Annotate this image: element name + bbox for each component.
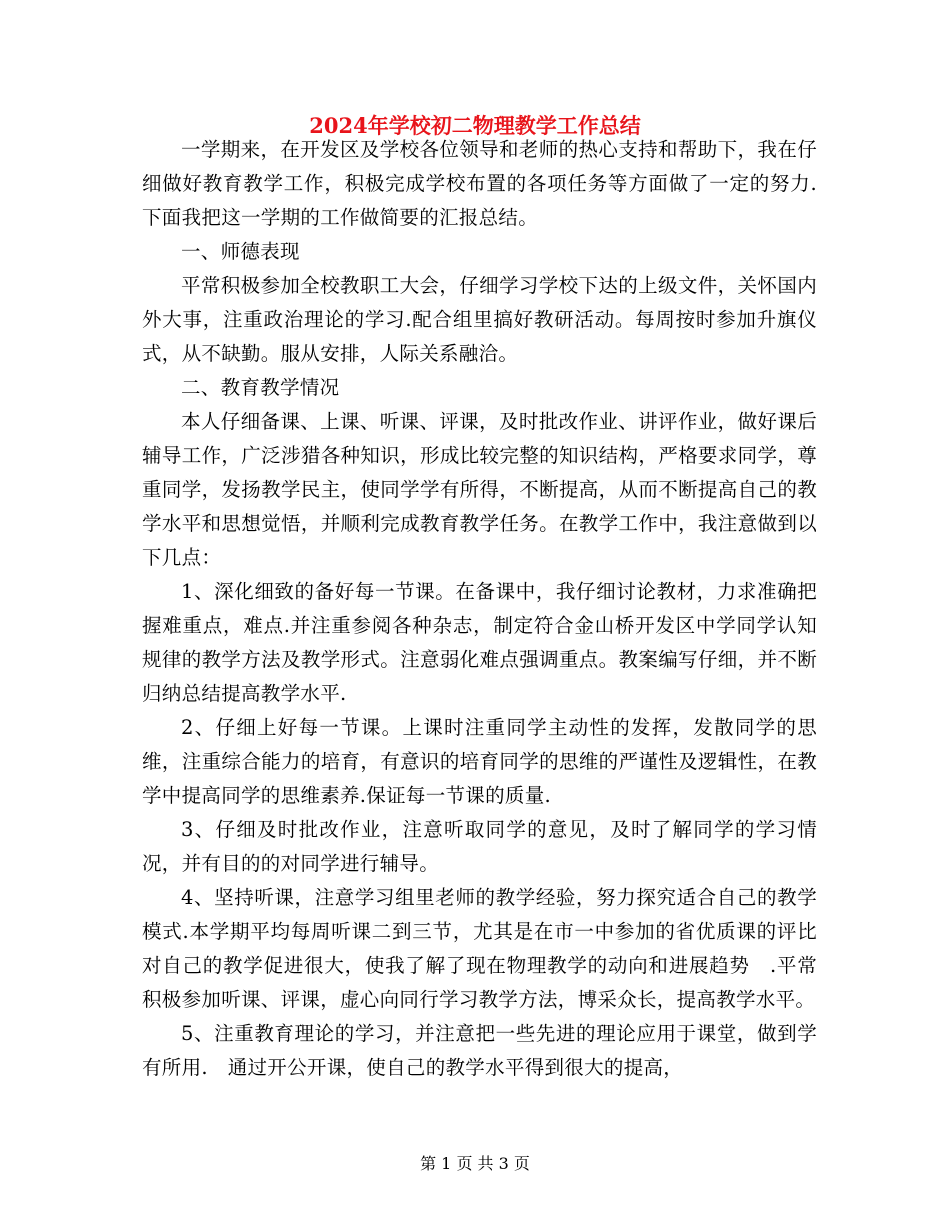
paragraph-point-4: 4、坚持听课，注意学习组里老师的教学经验，努力探究适合自己的教学模式.本学期平均每周听课二到三节，尤其是在市一中参加的省优质课的评比对自己的教学促进很大，使我了解了现在物理教学的动向和进展趋势 .平常积极参加听课、评课，虚心向同行学习教学方法，博采众长，提高教学水平。 [142,886,817,1011]
document-title: 2024年学校初二物理教学工作总结 [309,113,641,138]
document-body [142,133,817,1085]
paragraph-point-2: 2、仔细上好每一节课。上课时注重同学主动性的发挥，发散同学的思维，注重综合能力的培育，有意识的培育同学的思维的严谨性及逻辑性，在教学中提高同学的思维素养.保证每一节课的质量. [142,716,817,807]
paragraph-point-1: 1、深化细致的备好每一节课。在备课中，我仔细讨论教材，力求准确把握难重点，难点.并注重参阅各种杂志，制定符合金山桥开发区中学同学认知规律的教学方法及教学形式。注意弱化难点强调重点。教案编写仔细，并不断归纳总结提高教学水平. [142,580,817,705]
page-number-footer: 第 1 页 共 3 页 [420,1154,530,1173]
paragraph-point-5: 5、注重教育理论的学习，并注意把一些先进的理论应用于课堂，做到学有所用. 通过开公开课，使自己的教学水平得到很大的提高， [142,1022,817,1079]
section-heading-teaching: 二、教育教学情况 [181,376,340,399]
paragraph-teaching: 本人仔细备课、上课、听课、评课，及时批改作业、讲评作业，做好课后辅导工作，广泛涉猎各种知识，形成比较完整的知识结构，严格要求同学，尊重同学，发扬教学民主，使同学学有所得，不断提高，从而不断提高自己的教学水平和思想觉悟，并顺利完成教育教学任务。在教学工作中，我注意做到以下几点： [142,410,817,569]
paragraph-point-3: 3、仔细及时批改作业，注意听取同学的意见，及时了解同学的学习情况，并有目的的对同学进行辅导。 [142,818,817,875]
section-heading-ethics: 一、师德表现 [181,240,300,263]
paragraph-intro: 一学期来，在开发区及学校各位领导和老师的热心支持和帮助下，我在仔细做好教育教学工作，积极完成学校布置的各项任务等方面做了一定的努力.下面我把这一学期的工作做简要的汇报总结。 [142,138,817,229]
paragraph-ethics: 平常积极参加全校教职工大会，仔细学习学校下达的上级文件，关怀国内外大事，注重政治理论的学习.配合组里搞好教研活动。每周按时参加升旗仪式，从不缺勤。服从安排，人际关系融洽。 [142,274,817,365]
